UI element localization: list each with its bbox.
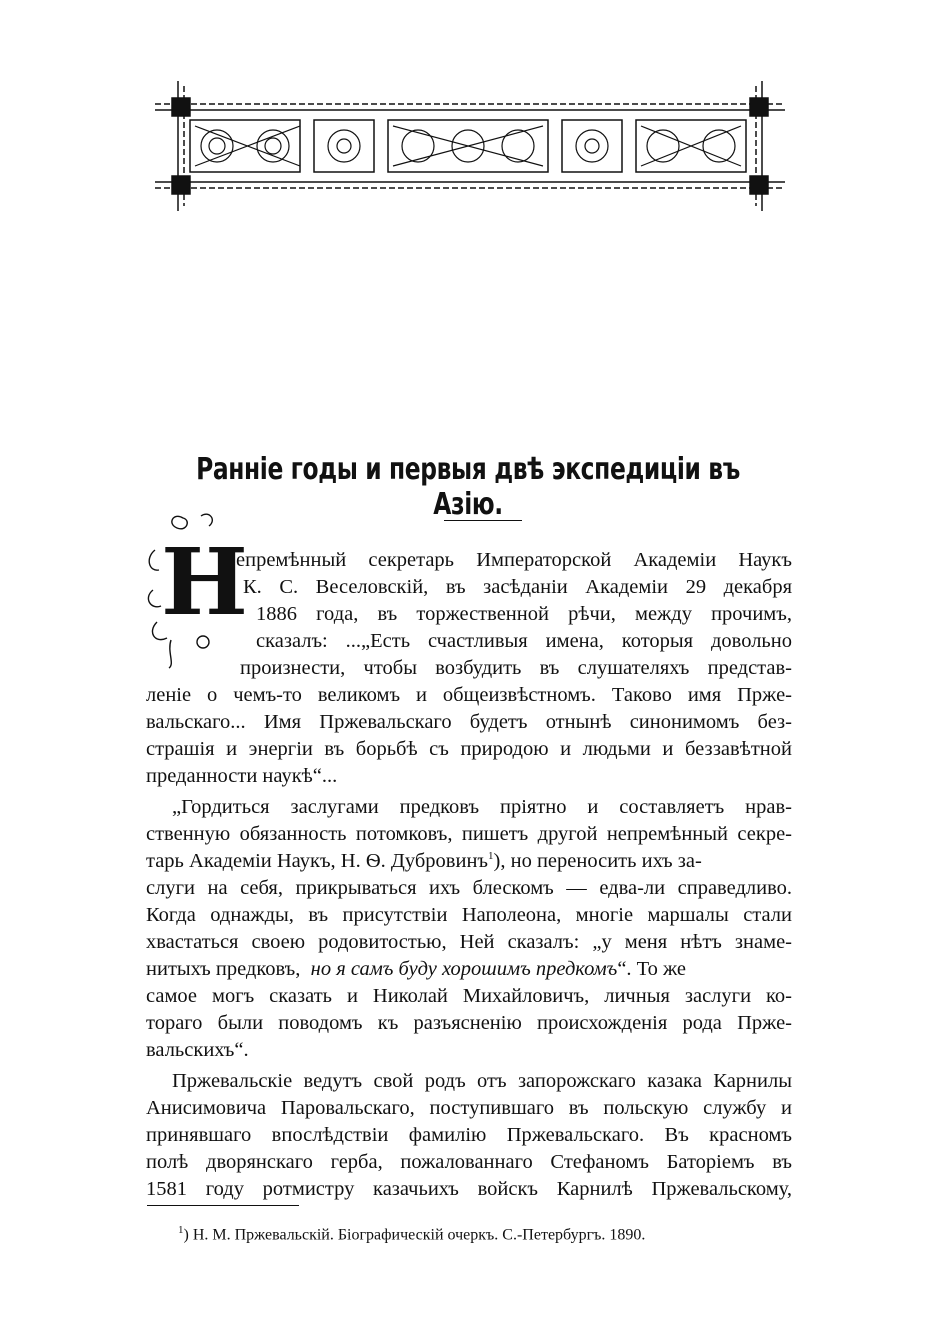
ornamental-header-band [150,76,790,216]
drop-cap-letter: Н [161,528,248,636]
text-line: епремѣнный секретарь Императорской Академіи Наукъ [236,549,792,571]
text-line: вальскихъ“. [146,1039,249,1061]
text-line: произнести, чтобы возбудить въ слушателяхъ представ- [240,657,792,679]
text-line: Когда однажды, въ присутствіи Наполеона, многіе маршалы стали [146,904,792,926]
text-line: преданности наукѣ“... [146,765,338,787]
text-line: ственную обязанность потомковъ, пишетъ другой непремѣнный секре- [146,823,792,845]
text-segment: ), но переносить ихъ за- [493,850,702,872]
text-line: К. С. Веселовскій, въ засѣданіи Академіи 29 декабря [243,576,792,598]
text-line: вальскаго... Имя Пржевальскаго будетъ отнынѣ синонимомъ без- [146,711,792,733]
text-line: 1886 года, въ торжественной рѣчи, между прочимъ, [256,603,792,625]
footnote-marker: 1 [178,1224,184,1236]
footnote [178,1224,798,1244]
text-segment: “. То же [617,958,687,980]
text-line: страшія и энергіи въ борьбѣ съ природою и людьми и беззавѣтной [146,738,792,760]
text-line: 1581 году ротмистру казачьихъ войскъ Карнилѣ Пржевальскому, [146,1178,792,1200]
text-line: „Гордиться заслугами предковъ пріятно и составляетъ нрав- [172,796,792,818]
italic-quote: но я самъ буду хорошимъ предкомъ [310,958,618,980]
text-segment: нитыхъ предковъ, [146,958,301,980]
text-line-with-footnote [146,850,792,873]
decorative-drop-cap [143,510,248,670]
footnote-rule [147,1205,299,1206]
text-line: принявшаго впослѣдствіи фамилію Пржевальскаго. Въ красномъ [146,1124,792,1146]
text-line: тораго были поводомъ къ разъясненію происхожденія рода Прже- [146,1012,792,1034]
text-line: самое могъ сказать и Николай Михайловичъ, личныя заслуги ко- [146,985,792,1007]
text-line-with-italic [146,958,792,981]
text-line: хвастаться своею родовитостью, Ней сказалъ: „у меня нѣтъ знаме- [146,931,792,953]
text-segment: тарь Академіи Наукъ, Н. Ѳ. Дубровинъ [146,850,489,872]
text-line: леніе о чемъ-то великомъ и общеизвѣстномъ. Таково имя Прже- [146,684,792,706]
text-line: Анисимовича Паровальскаго, поступившаго въ польскую службу и [146,1097,792,1119]
text-line: Пржевальскіе ведутъ свой родъ отъ запорожскаго казака Карнилы [172,1070,792,1092]
chapter-title: Ранніе годы и первыя двѣ экспедиціи въ Азію. [196,452,740,522]
footnote-marker: 1 [488,850,494,863]
title-underline-rule [444,520,522,521]
text-line: слуги на себя, прикрываться ихъ блескомъ — едва-ли справедливо. [146,877,792,899]
text-line: сказалъ: ...„Есть счастливыя имена, которыя довольно [256,630,792,652]
text-line: полѣ дворянскаго герба, пожалованнаго Стефаномъ Баторіемъ въ [146,1151,792,1173]
footnote-text: ) Н. М. Пржевальскій. Біографическій очеркъ. С.-Петербургъ. 1890. [183,1226,646,1244]
